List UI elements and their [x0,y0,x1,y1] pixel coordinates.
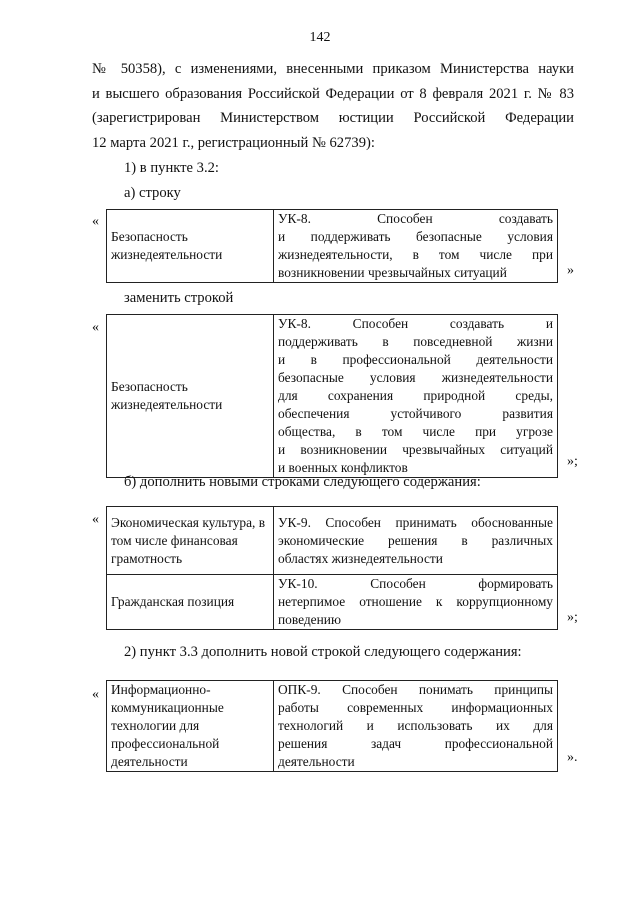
table2-right-line: УК-8. Способен создавать и [278,316,553,331]
close-quote-3: »; [567,610,578,625]
table3-row2-right-line: нетерпимое отношение к коррупционному [278,594,553,609]
table3-row1-right-line: экономические решения в различных [278,532,553,548]
table2-right-line: общества, в том числе при угрозе [278,424,553,439]
intro-line-4: 12 марта 2021 г., регистрационный № 62739): [92,135,375,151]
table2-right-cell [274,315,558,478]
table1-right-cell [274,210,558,283]
table3-row2-right-cell [274,575,558,630]
intro-line-2: и высшего образования Российской Федерации от 8 февраля 2021 г. № 83 [92,86,574,102]
intro-line-1: № 50358), с изменениями, внесенными приказом Министерства науки [92,61,574,77]
table3-row1-right-line: УК-9. Способен принимать обоснованные [278,514,553,530]
table3-row2-left-cell: Гражданская позиция [107,575,274,630]
table4-right-cell [274,681,558,772]
open-quote-2: « [92,320,99,335]
intro-line-3: (зарегистрирован Министерством юстиции Российской Федерации [92,110,574,126]
open-quote-1: « [92,214,99,229]
table3-row1-right-cell [274,507,558,575]
table3-row2-right-line: УК-10. Способен формировать [278,576,553,591]
item-b: б) дополнить новыми строками следующего содержания: [124,474,481,490]
table4-right-line: технологий и использовать их для [278,718,553,733]
table1-right-line: УК-8. Способен создавать [278,211,553,226]
table3-row2-right-line: поведению [278,612,341,627]
table1-right-line: возникновении чрезвычайных ситуаций [278,265,507,280]
page-number: 142 [309,30,331,45]
item-a: а) строку [124,185,181,201]
open-quote-4: « [92,687,99,702]
item-1: 1) в пункте 3.2: [124,160,219,176]
table2-right-line: обеспечения устойчивого развития [278,406,553,421]
table-new-rows [106,506,558,630]
table2-right-line: для сохранения природной среды, [278,388,553,403]
table4-right-line: деятельности [278,754,355,769]
table2-left-cell: Безопасность жизнедеятельности [107,315,274,478]
table3-row1-left-cell: Экономическая культура, в том числе финансовая грамотность [107,507,274,575]
table3-row1-right-line: областях жизнедеятельности [278,550,443,566]
table1-right-line: и поддерживать безопасные условия [278,229,553,244]
open-quote-3: « [92,512,99,527]
close-quote-4: ». [567,750,578,765]
table1-left-cell: Безопасность жизнедеятельности [107,210,274,283]
table4-right-line: ОПК-9. Способен понимать принципы [278,682,553,697]
item-2: 2) пункт 3.3 дополнить новой строкой следующего содержания: [124,644,522,660]
table-row-opk9 [106,680,558,772]
table-row-replacement-uk8 [106,314,558,478]
table2-right-line: поддерживать в повседневной жизни [278,334,553,349]
close-quote-1: » [567,263,574,278]
table4-right-line: работы современных информационных [278,700,553,715]
table2-right-line: и военных конфликтов [278,460,408,475]
replace-with-label: заменить строкой [124,290,234,306]
table2-right-line: и в профессиональной деятельности [278,352,553,367]
close-quote-2: »; [567,454,578,469]
table2-right-line: и возникновении чрезвычайных ситуаций [278,442,553,457]
table-row-original-uk8 [106,209,558,283]
table1-right-line: жизнедеятельности, в том числе при [278,247,553,262]
table4-right-line: решения задач профессиональной [278,736,553,751]
table2-right-line: безопасные условия жизнедеятельности [278,370,553,385]
table4-left-cell: Информационно-коммуникационные технологии для профессиональной деятельности [107,681,274,772]
